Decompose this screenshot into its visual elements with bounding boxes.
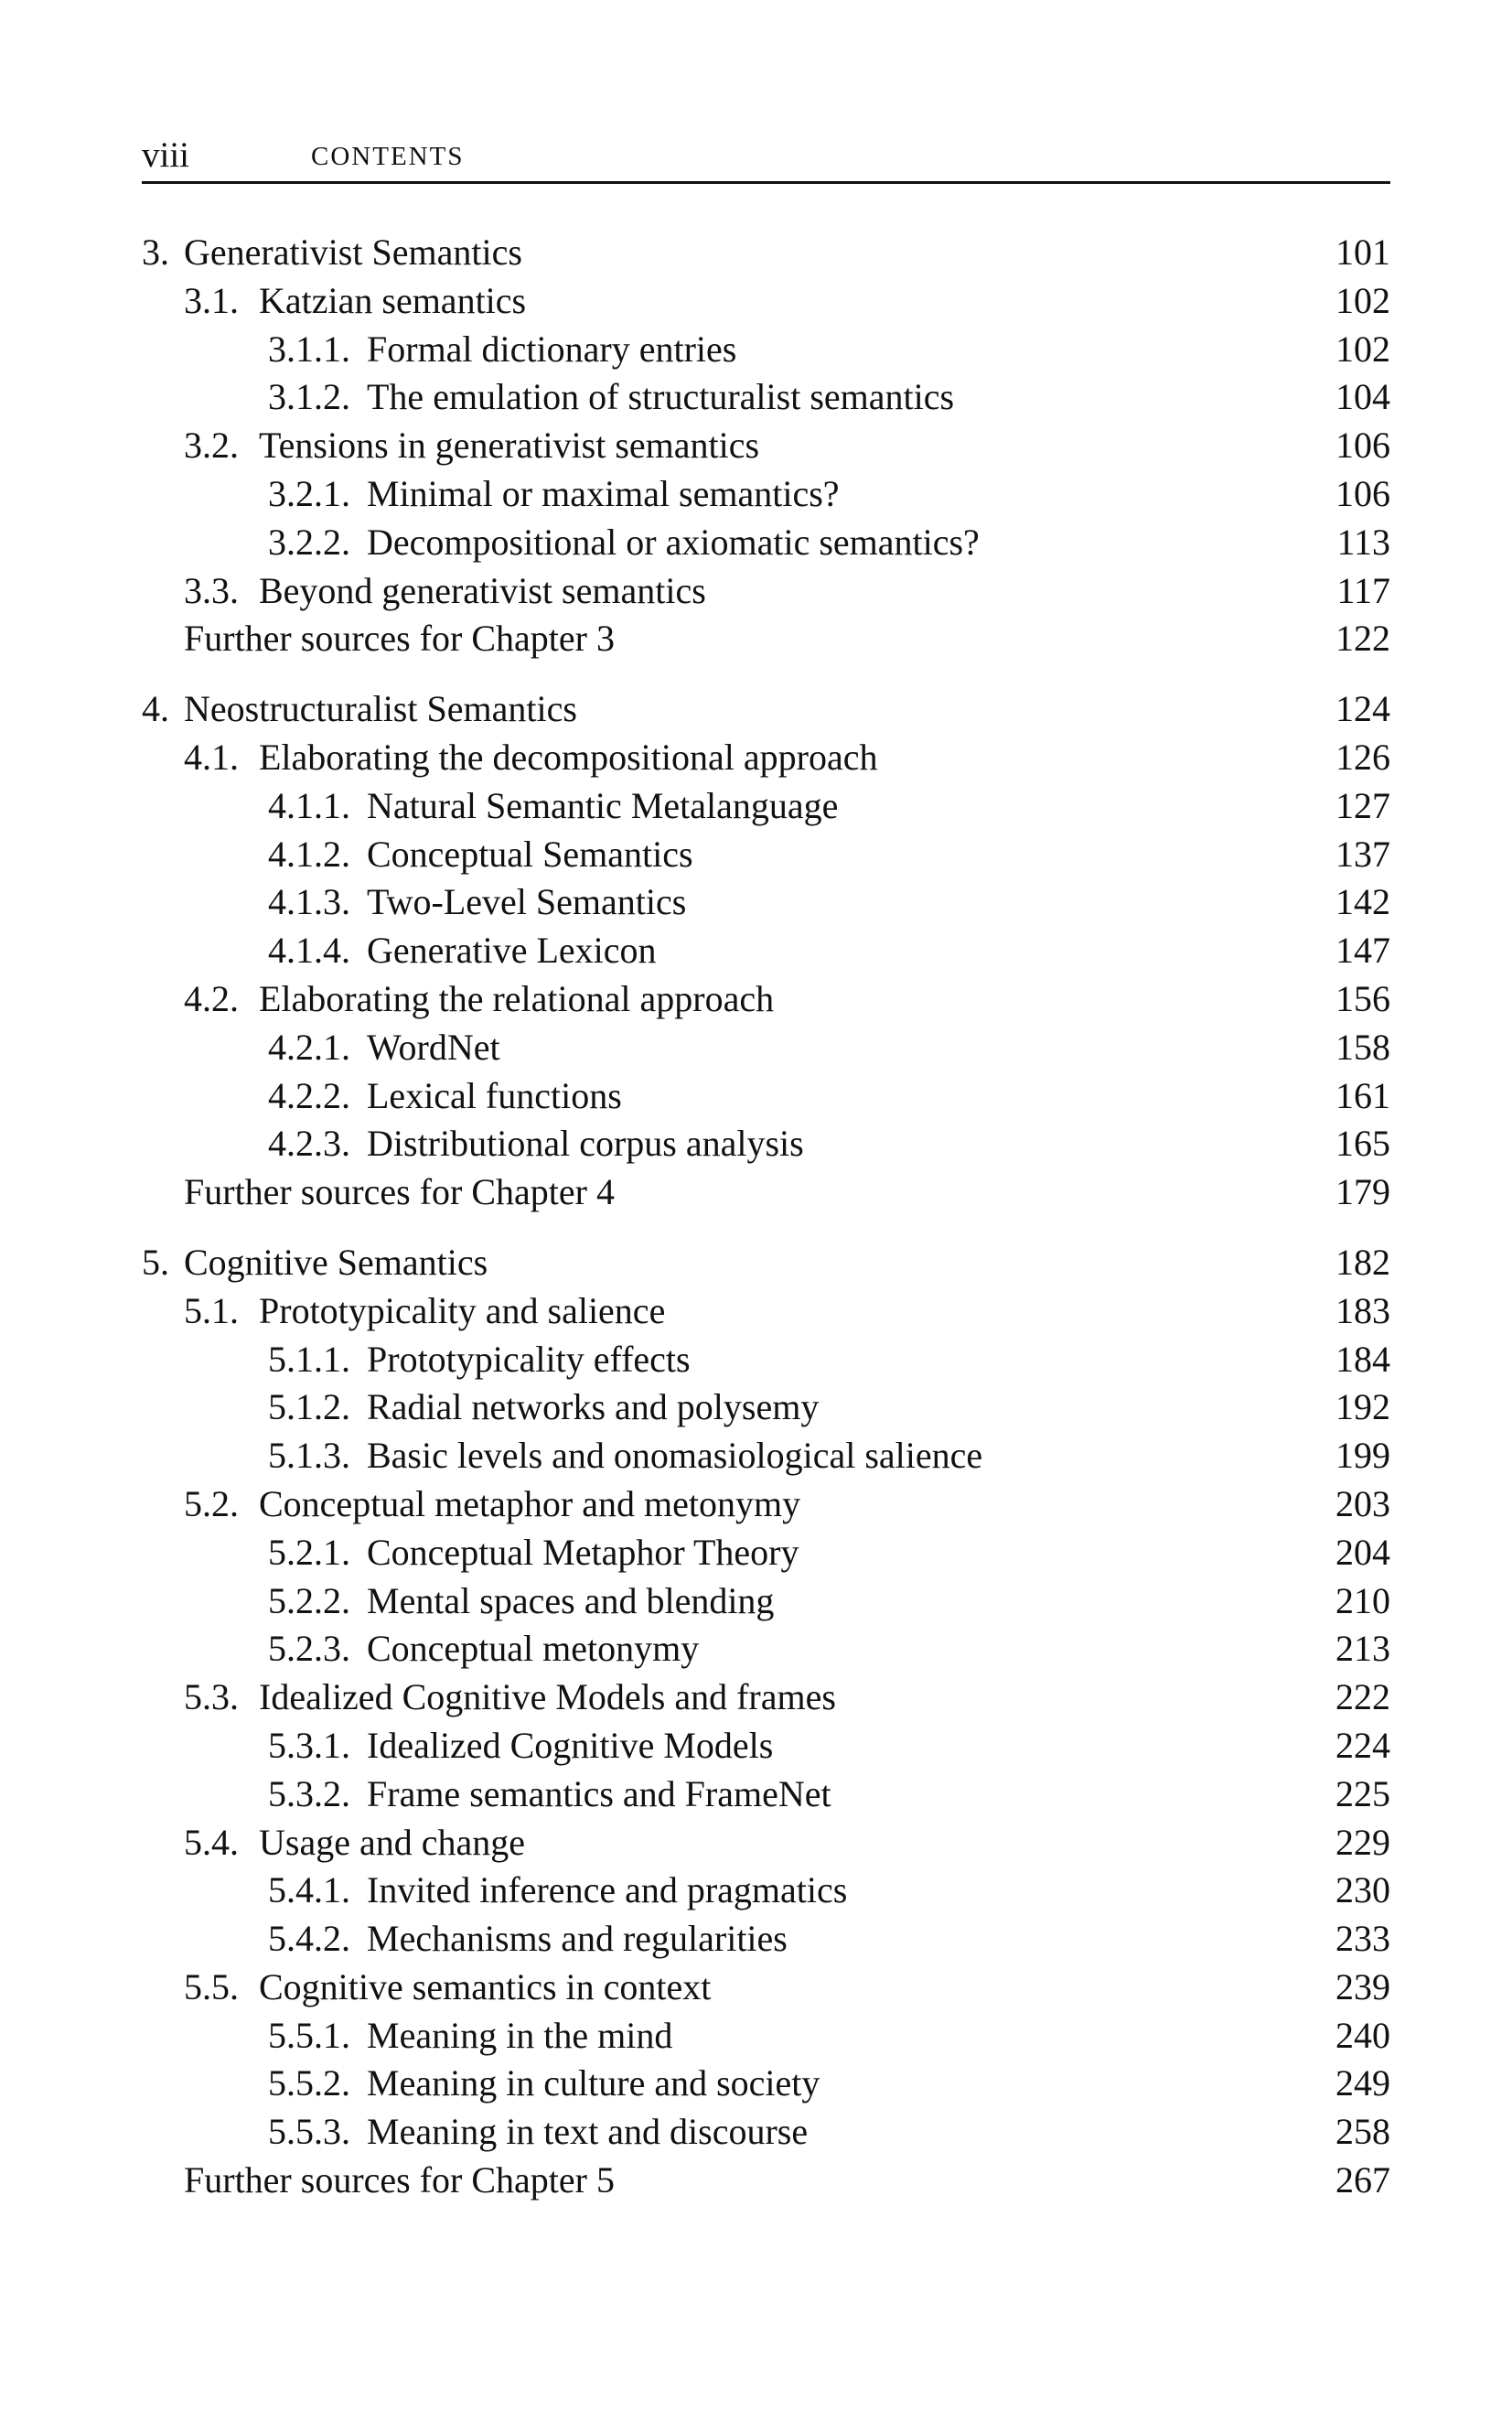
entry-page-number: 117 [1336, 569, 1390, 611]
entry-page-number: 165 [1335, 1123, 1390, 1165]
entry-title: Conceptual metonymy [367, 1628, 700, 1670]
table-of-contents [142, 229, 1390, 2205]
entry-title: Distributional corpus analysis [367, 1123, 804, 1165]
entry-title: Conceptual metaphor and metonymy [259, 1482, 801, 1524]
entry-number: 4. [142, 688, 169, 730]
entry-number: 5.1.1. [268, 1338, 350, 1380]
entry-number: 5.1.2. [268, 1386, 350, 1428]
entry-number: 5.3. [184, 1676, 239, 1718]
toc-section-entry[interactable] [142, 277, 1390, 326]
entry-page-number: 183 [1335, 1289, 1390, 1331]
entry-number: 4.2.2. [268, 1074, 350, 1116]
entry-title: Formal dictionary entries [367, 328, 737, 370]
entry-title: Generative Lexicon [367, 930, 657, 972]
entry-page-number: 142 [1335, 881, 1390, 923]
entry-number: 3.1.2. [268, 376, 350, 418]
entry-title: Further sources for Chapter 3 [184, 618, 615, 660]
toc-section-entry[interactable] [142, 1287, 1390, 1336]
entry-number: 4.1.4. [268, 930, 350, 972]
entry-number: 3.2.1. [268, 472, 350, 514]
entry-page-number: 192 [1335, 1386, 1390, 1428]
entry-page-number: 267 [1335, 2159, 1390, 2201]
toc-section-entry[interactable] [142, 567, 1390, 616]
toc-subsection-entry[interactable] [142, 1529, 1390, 1577]
entry-page-number: 222 [1335, 1676, 1390, 1718]
toc-subsection-entry[interactable] [142, 782, 1390, 831]
entry-page-number: 229 [1335, 1821, 1390, 1863]
entry-title: Radial networks and polysemy [367, 1386, 820, 1428]
entry-page-number: 137 [1335, 833, 1390, 875]
entry-title: Two-Level Semantics [367, 881, 687, 923]
entry-number: 5.2.3. [268, 1628, 350, 1670]
toc-subsection-entry[interactable] [142, 1120, 1390, 1168]
toc-chapter-entry[interactable] [142, 685, 1390, 734]
entry-number: 5.4. [184, 1821, 239, 1863]
entry-title: Further sources for Chapter 5 [184, 2159, 615, 2201]
entry-number: 4.1. [184, 736, 239, 778]
toc-subsection-entry[interactable] [142, 470, 1390, 519]
entry-title: Prototypicality effects [367, 1338, 691, 1380]
toc-subsection-entry[interactable] [142, 519, 1390, 567]
running-head-title: CONTENTS [311, 142, 465, 171]
entry-number: 5.3.1. [268, 1724, 350, 1766]
entry-page-number: 101 [1335, 231, 1390, 273]
entry-title: Neostructuralist Semantics [184, 688, 577, 730]
toc-section-entry[interactable] [142, 1673, 1390, 1722]
entry-page-number: 224 [1335, 1724, 1390, 1766]
entry-title: Decompositional or axiomatic semantics? [367, 521, 980, 563]
toc-chapter-entry[interactable] [142, 1239, 1390, 1287]
entry-page-number: 102 [1335, 328, 1390, 370]
entry-title: Katzian semantics [259, 279, 527, 321]
entry-page-number: 104 [1335, 376, 1390, 418]
entry-number: 5.1. [184, 1289, 239, 1331]
entry-number: 3.1.1. [268, 328, 350, 370]
entry-title: Idealized Cognitive Models and frames [259, 1676, 836, 1718]
entry-page-number: 230 [1335, 1869, 1390, 1911]
entry-page-number: 240 [1335, 2014, 1390, 2056]
toc-subsection-entry[interactable] [142, 326, 1390, 374]
entry-page-number: 258 [1335, 2111, 1390, 2153]
toc-subsection-entry[interactable] [142, 373, 1390, 422]
entry-page-number: 158 [1335, 1026, 1390, 1068]
entry-number: 3.2.2. [268, 521, 350, 563]
toc-section-entry[interactable] [142, 1964, 1390, 2012]
entry-page-number: 156 [1335, 977, 1390, 1019]
entry-title: Idealized Cognitive Models [367, 1724, 774, 1766]
toc-subsection-entry[interactable] [142, 1722, 1390, 1770]
entry-number: 4.2.1. [268, 1026, 350, 1068]
toc-further-sources-entry[interactable] [142, 1168, 1390, 1217]
entry-page-number: 213 [1335, 1628, 1390, 1670]
toc-subsection-entry[interactable] [142, 1867, 1390, 1915]
entry-number: 4.1.1. [268, 784, 350, 826]
toc-subsection-entry[interactable] [142, 1770, 1390, 1819]
toc-chapter-block [142, 229, 1390, 663]
entry-number: 5.3.2. [268, 1772, 350, 1814]
entry-title: Conceptual Metaphor Theory [367, 1531, 799, 1573]
entry-title: Natural Semantic Metalanguage [367, 784, 839, 826]
toc-subsection-entry[interactable] [142, 878, 1390, 927]
entry-title: Mental spaces and blending [367, 1579, 775, 1621]
entry-title: WordNet [367, 1026, 500, 1068]
entry-number: 3.1. [184, 279, 239, 321]
entry-number: 5.4.2. [268, 1918, 350, 1960]
entry-page-number: 147 [1335, 930, 1390, 972]
entry-page-number: 122 [1335, 618, 1390, 660]
entry-title: Meaning in the mind [367, 2014, 673, 2056]
entry-title: Frame semantics and FrameNet [367, 1772, 831, 1814]
entry-page-number: 179 [1335, 1171, 1390, 1213]
entry-page-number: 126 [1335, 736, 1390, 778]
toc-section-entry[interactable] [142, 734, 1390, 782]
entry-page-number: 184 [1335, 1338, 1390, 1380]
entry-page-number: 102 [1335, 279, 1390, 321]
entry-title: Cognitive semantics in context [259, 1965, 712, 2007]
toc-subsection-entry[interactable] [142, 927, 1390, 975]
entry-title: Cognitive Semantics [184, 1241, 488, 1283]
entry-number: 4.2. [184, 977, 239, 1019]
entry-page-number: 106 [1335, 425, 1390, 467]
entry-title: Basic levels and onomasiological salience [367, 1435, 983, 1477]
entry-number: 5.5.2. [268, 2062, 350, 2104]
entry-page-number: 225 [1335, 1772, 1390, 1814]
toc-subsection-entry[interactable] [142, 831, 1390, 879]
entry-title: Generativist Semantics [184, 231, 522, 273]
entry-title: Meaning in text and discourse [367, 2111, 809, 2153]
entry-number: 5.2.1. [268, 1531, 350, 1573]
entry-number: 5.5. [184, 1965, 239, 2007]
toc-further-sources-entry[interactable] [142, 2157, 1390, 2205]
page-folio: viii [142, 135, 190, 175]
entry-title: Beyond generativist semantics [259, 569, 706, 611]
entry-page-number: 199 [1335, 1435, 1390, 1477]
entry-page-number: 249 [1335, 2062, 1390, 2104]
entry-title: Lexical functions [367, 1074, 622, 1116]
entry-title: Minimal or maximal semantics? [367, 472, 840, 514]
toc-subsection-entry[interactable] [142, 1072, 1390, 1121]
entry-number: 5.1.3. [268, 1435, 350, 1477]
running-head [142, 137, 1390, 184]
entry-number: 5. [142, 1241, 169, 1283]
entry-number: 5.5.3. [268, 2111, 350, 2153]
toc-section-entry[interactable] [142, 1480, 1390, 1529]
entry-page-number: 182 [1335, 1241, 1390, 1283]
entry-page-number: 204 [1335, 1531, 1390, 1573]
entry-title: Prototypicality and salience [259, 1289, 666, 1331]
toc-chapter-entry[interactable] [142, 229, 1390, 277]
toc-subsection-entry[interactable] [142, 1577, 1390, 1626]
toc-subsection-entry[interactable] [142, 1336, 1390, 1384]
entry-page-number: 161 [1335, 1074, 1390, 1116]
toc-chapter-block [142, 1239, 1390, 2205]
entry-title: The emulation of structuralist semantics [367, 376, 955, 418]
entry-number: 5.4.1. [268, 1869, 350, 1911]
entry-title: Conceptual Semantics [367, 833, 693, 875]
toc-further-sources-entry[interactable] [142, 615, 1390, 663]
toc-subsection-entry[interactable] [142, 1625, 1390, 1673]
entry-number: 3. [142, 231, 169, 273]
entry-number: 4.2.3. [268, 1123, 350, 1165]
entry-page-number: 127 [1335, 784, 1390, 826]
toc-section-entry[interactable] [142, 975, 1390, 1024]
entry-title: Elaborating the decompositional approach [259, 736, 878, 778]
toc-section-entry[interactable] [142, 1819, 1390, 1867]
entry-page-number: 106 [1335, 472, 1390, 514]
entry-title: Further sources for Chapter 4 [184, 1171, 615, 1213]
entry-number: 5.5.1. [268, 2014, 350, 2056]
toc-subsection-entry[interactable] [142, 2108, 1390, 2157]
toc-subsection-entry[interactable] [142, 2060, 1390, 2108]
entry-page-number: 239 [1335, 1965, 1390, 2007]
toc-subsection-entry[interactable] [142, 1915, 1390, 1964]
entry-number: 5.2. [184, 1482, 239, 1524]
toc-subsection-entry[interactable] [142, 1024, 1390, 1072]
entry-page-number: 124 [1335, 688, 1390, 730]
entry-number: 3.2. [184, 425, 239, 467]
entry-title: Usage and change [259, 1821, 525, 1863]
entry-page-number: 203 [1335, 1482, 1390, 1524]
entry-title: Meaning in culture and society [367, 2062, 820, 2104]
entry-number: 4.1.2. [268, 833, 350, 875]
entry-page-number: 113 [1336, 521, 1390, 563]
entry-number: 4.1.3. [268, 881, 350, 923]
toc-chapter-block [142, 685, 1390, 1217]
entry-title: Invited inference and pragmatics [367, 1869, 848, 1911]
toc-subsection-entry[interactable] [142, 2012, 1390, 2061]
entry-title: Elaborating the relational approach [259, 977, 775, 1019]
entry-number: 5.2.2. [268, 1579, 350, 1621]
entry-page-number: 210 [1335, 1579, 1390, 1621]
entry-number: 3.3. [184, 569, 239, 611]
toc-section-entry[interactable] [142, 422, 1390, 470]
toc-subsection-entry[interactable] [142, 1432, 1390, 1480]
entry-title: Mechanisms and regularities [367, 1918, 788, 1960]
entry-page-number: 233 [1335, 1918, 1390, 1960]
toc-subsection-entry[interactable] [142, 1383, 1390, 1432]
entry-title: Tensions in generativist semantics [259, 425, 760, 467]
